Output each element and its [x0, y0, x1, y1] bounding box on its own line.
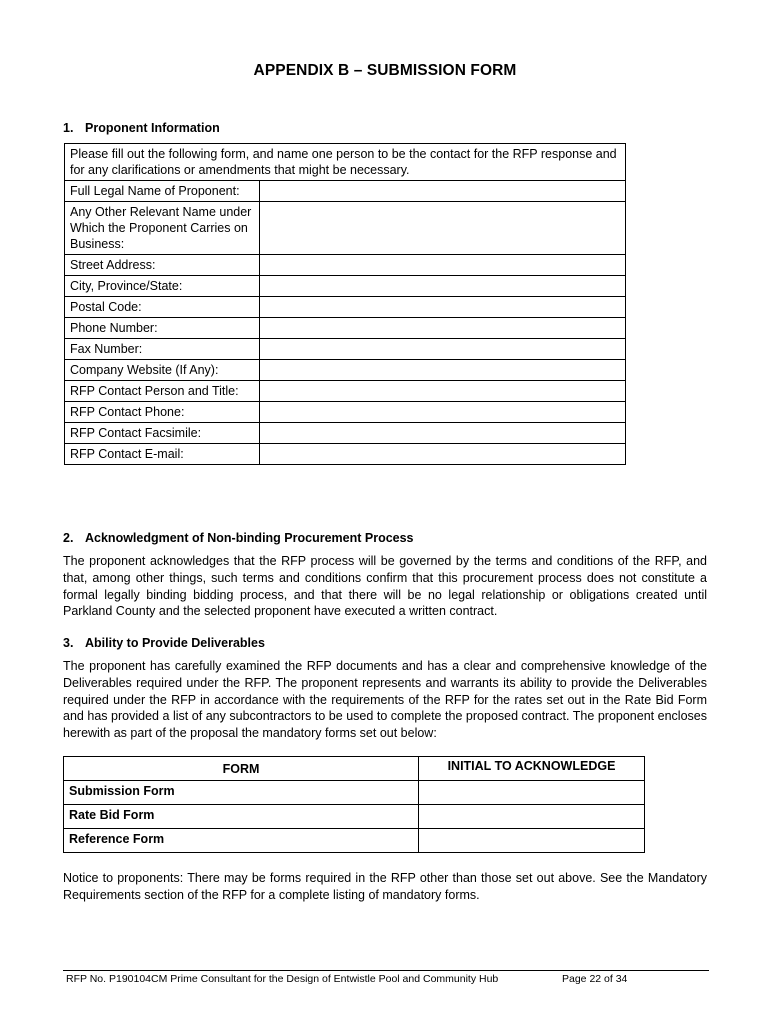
table-row — [65, 444, 626, 465]
other-business-name-field[interactable] — [260, 202, 626, 255]
field-label: Phone Number: — [65, 318, 260, 339]
full-legal-name-field[interactable] — [260, 181, 626, 202]
section-1-title: Proponent Information — [85, 121, 220, 135]
table-row — [65, 402, 626, 423]
section-2-title: Acknowledgment of Non-binding Procurement Process — [85, 531, 414, 545]
field-label: Street Address: — [65, 255, 260, 276]
page-title: APPENDIX B – SUBMISSION FORM — [253, 62, 517, 79]
table-row — [65, 339, 626, 360]
field-label: RFP Contact Person and Title: — [65, 381, 260, 402]
table-row — [65, 381, 626, 402]
form-name: Submission Form — [64, 781, 419, 805]
footer-divider — [63, 970, 709, 971]
field-label: RFP Contact Phone: — [65, 402, 260, 423]
table-row — [65, 255, 626, 276]
table-row — [65, 202, 626, 255]
form-name: Reference Form — [64, 829, 419, 853]
table-row — [65, 360, 626, 381]
field-label: RFP Contact Facsimile: — [65, 423, 260, 444]
form-name: Rate Bid Form — [64, 805, 419, 829]
intro-row — [65, 144, 626, 181]
notice-text: Notice to proponents: There may be forms required in the RFP other than those set out above. See the Mandatory Requirements section of the RFP for a complete listing of mandatory forms. — [63, 871, 707, 902]
column-header-initial: INITIAL TO ACKNOWLEDGE — [419, 757, 645, 781]
contact-facsimile-field[interactable] — [260, 423, 626, 444]
contact-email-field[interactable] — [260, 444, 626, 465]
field-label: Any Other Relevant Name under Which the Proponent Carries on Business: — [65, 202, 260, 255]
table-row — [64, 781, 645, 805]
section-3-title: Ability to Provide Deliverables — [85, 636, 265, 650]
table-row — [65, 276, 626, 297]
mandatory-forms-table — [63, 756, 645, 853]
footer-page-number: Page 22 of 34 — [562, 973, 628, 985]
street-address-field[interactable] — [260, 255, 626, 276]
field-label: City, Province/State: — [65, 276, 260, 297]
section-2-heading — [63, 531, 414, 545]
table-header-row — [64, 757, 645, 781]
table-row — [64, 829, 645, 853]
initial-field-rate-bid-form[interactable] — [419, 805, 645, 829]
fax-number-field[interactable] — [260, 339, 626, 360]
footer-rfp-reference: RFP No. P190104CM Prime Consultant for the Design of Entwistle Pool and Community Hub — [66, 973, 499, 985]
company-website-field[interactable] — [260, 360, 626, 381]
section-1-heading — [63, 121, 220, 135]
field-label: Company Website (If Any): — [65, 360, 260, 381]
postal-code-field[interactable] — [260, 297, 626, 318]
section-2-number: 2. — [63, 531, 74, 545]
section-1-number: 1. — [63, 121, 74, 135]
section-3-number: 3. — [63, 636, 74, 650]
section-3-heading — [63, 636, 265, 650]
section-3-body: The proponent has carefully examined the RFP documents and has a clear and comprehensive knowledge of the Deliverables required under the RFP. The proponent represents and warrants its ability to provide the Deliverables required under the RFP in accordance with the requirements of the RFP for the rates set out in the Rate Bid Form and has provided a list of any subcontractors to be used to complete the proposed contract. The proponent encloses herewith as part of the proposal the mandatory forms set out below: — [63, 659, 707, 741]
table-row — [65, 181, 626, 202]
field-label: Fax Number: — [65, 339, 260, 360]
section-2-body: The proponent acknowledges that the RFP process will be governed by the terms and conditions of the RFP, and that, among other things, such terms and conditions confirm that this procurement process does not constitute a formal legally binding bidding process, and that there will be no legal relationship or obligations created until Parkland County and the selected proponent have executed a written contract. — [63, 554, 707, 619]
field-label: Full Legal Name of Proponent: — [65, 181, 260, 202]
initial-field-submission-form[interactable] — [419, 781, 645, 805]
contact-person-field[interactable] — [260, 381, 626, 402]
table-row — [65, 297, 626, 318]
table-row — [65, 318, 626, 339]
intro-text: Please fill out the following form, and name one person to be the contact for the RFP response and for any clarifications or amendments that might be necessary. — [65, 144, 626, 181]
field-label: Postal Code: — [65, 297, 260, 318]
field-label: RFP Contact E-mail: — [65, 444, 260, 465]
initial-field-reference-form[interactable] — [419, 829, 645, 853]
column-header-form: FORM — [64, 757, 419, 781]
city-province-field[interactable] — [260, 276, 626, 297]
proponent-info-table — [64, 143, 626, 465]
contact-phone-field[interactable] — [260, 402, 626, 423]
table-row — [65, 423, 626, 444]
table-row — [64, 805, 645, 829]
phone-number-field[interactable] — [260, 318, 626, 339]
